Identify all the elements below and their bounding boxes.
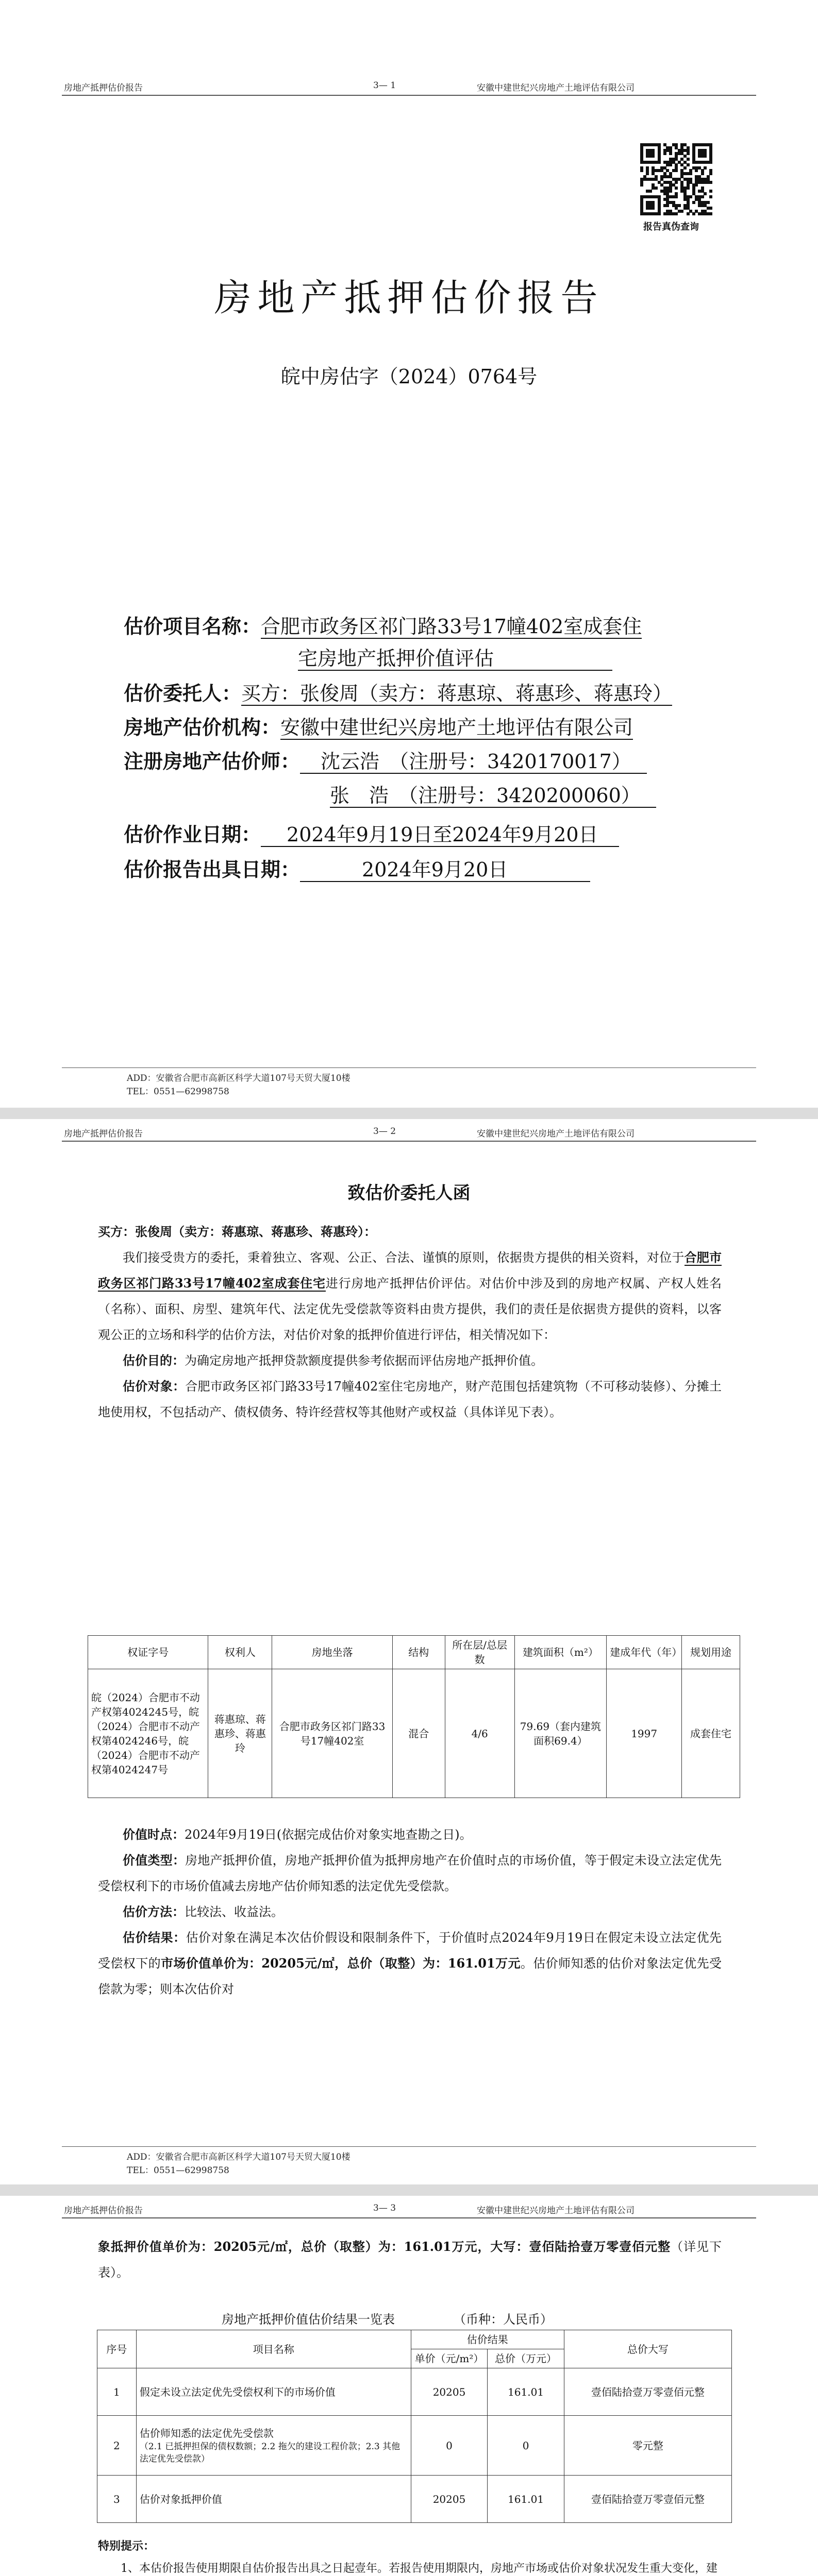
letter-body: 买方：张俊周（卖方：蒋惠琼、蒋惠珍、蒋惠玲）： 我们接受贵方的委托，秉着独立、客观、公正、合法、谨慎的原则，依据贵方提供的相关资料，对位于合肥市政务区祁门路33号17幢402室成套住宅进行房地产抵押估价评估。对估价中涉及到的房地产权属、产权人姓名（名称）、面积、房型、建筑年代、法定优先受偿款等资料由贵方提供，我们的责任是依据贵方提供的资料，以客观公正的立场和科学的估价方法，对估价对象的抵押价值进行评估，相关情况如下： 估价目的：为确定房地产抵押贷款额度提供参考依据而评估房地产抵押价值。 估价对象：合肥市政务区祁门路33号17幢402室住宅房地产，财产范围包括建筑物（不可移动装修）、分摊土地使用权，不包括动产、债权债务、特许经营权等其他财产或权益（具体详见下表）。 bbox=[98, 1224, 722, 1419]
table-row: 3 估价对象抵押价值 20205 161.01 壹佰陆拾壹万零壹佰元整 bbox=[97, 2476, 732, 2523]
page-header-right: 安徽中建世纪兴房地产土地评估有限公司 bbox=[477, 2206, 635, 2216]
report-title: 房地产抵押估价报告 bbox=[214, 276, 604, 319]
footer-rule bbox=[62, 2146, 756, 2147]
page-header-left: 房地产抵押估价报告 bbox=[64, 1129, 143, 1139]
page-separator bbox=[0, 2184, 818, 2196]
page-number: 3— 1 bbox=[373, 80, 396, 91]
cover-row-appraiser-2: 张 浩 （注册号：3420200060） bbox=[330, 781, 656, 810]
footer-address: ADD：安徽省合肥市高新区科学大道107号天贸大厦10楼 TEL：0551—62998758 bbox=[127, 2152, 350, 2176]
property-table: 权证字号 权利人 房地坐落 结构 所在层/总层数 建筑面积（m²） 建成年代（年） 规划用途 皖（2024）合肥市不动产权第4024245号，皖（2024）合肥市不动产权第4024246号，皖（2024）合肥市不动产权第4024247号 蒋惠琼、蒋惠珍、蒋惠玲 合肥市政务区祁门路33号17幢402室 混合 4/6 79.69（套内建筑面积69.4） 1997 成套住宅 bbox=[88, 1635, 740, 1798]
page-header-left: 房地产抵押估价报告 bbox=[64, 83, 143, 93]
header-rule bbox=[62, 1141, 756, 1142]
page-header-right: 安徽中建世纪兴房地产土地评估有限公司 bbox=[477, 1129, 635, 1139]
report-number: 皖中房估字（2024）0764号 bbox=[280, 365, 538, 388]
page-number: 3— 2 bbox=[373, 1126, 396, 1137]
table-row: 皖（2024）合肥市不动产权第4024245号，皖（2024）合肥市不动产权第4024246号，皖（2024）合肥市不动产权第4024247号 蒋惠琼、蒋惠珍、蒋惠玲 合肥市政务区祁门路33号17幢402室 混合 4/6 79.69（套内建筑面积69.4） 1997 成套住宅 bbox=[88, 1669, 740, 1798]
qr-caption: 报告真伪查询 bbox=[643, 222, 699, 232]
cover-row-agency: 房地产估价机构：安徽中建世纪兴房地产土地评估有限公司 bbox=[124, 716, 633, 739]
cover-row-client: 估价委托人：买方：张俊周（卖方：蒋惠琼、蒋惠珍、蒋惠玲） bbox=[124, 682, 673, 705]
page-header-right: 安徽中建世纪兴房地产土地评估有限公司 bbox=[477, 83, 635, 93]
page-number: 3— 3 bbox=[373, 2203, 396, 2213]
cover-row-work-date: 估价作业日期： 2024年9月19日至2024年9月20日 bbox=[124, 820, 619, 849]
table-row: 1 假定未设立法定优先受偿权利下的市场价值 20205 161.01 壹佰陆拾壹万零壹佰元整 bbox=[97, 2368, 732, 2416]
page-header-left: 房地产抵押估价报告 bbox=[64, 2206, 143, 2216]
summary-caption: 房地产抵押价值估价结果一览表 bbox=[222, 2312, 395, 2327]
footer-address: ADD：安徽省合肥市高新区科学大道107号天贸大厦10楼 TEL：0551—62998758 bbox=[127, 1073, 350, 1097]
table-row: 2 估价师知悉的法定优先受偿款 （2.1 已抵押担保的债权数额；2.2 拖欠的建设工程价款；2.3 其他法定优先受偿款） 0 0 零元整 bbox=[97, 2416, 732, 2476]
letter-title: 致估价委托人函 bbox=[347, 1183, 471, 1204]
result-continued: 象抵押价值单价为：20205元/㎡，总价（取整）为：161.01万元，大写：壹佰陆拾壹万零壹佰元整（详见下表）。 bbox=[98, 2239, 722, 2280]
cover-row-project: 估价项目名称：合肥市政务区祁门路33号17幢402室成套住 bbox=[124, 615, 642, 638]
letter-body-2: 价值时点：2024年9月19日(依据完成估价对象实地查勘之日)。 价值类型：房地产抵押价值，房地产抵押价值为抵押房地产在价值时点的市场价值，等于假定未设立法定优先受偿权利下的市场价值减去房地产估价师知悉的法定优先受偿款。 估价方法：比较法、收益法。 估价结果：估价对象在满足本次估价假设和限制条件下，于价值时点2024年9月19日在假定未设立法定优先受偿权下的市场价值单价为：20205元/㎡，总价（取整）为：161.01万元。估价师知悉的估价对象法定优先受偿款为零；则本次估价对 bbox=[98, 1827, 722, 1996]
special-notes: 特别提示： 1、本估价报告使用期限自估价报告出具之日起壹年。若报告使用期限内，房地产市场或估价对象状况发生重大变化，建 bbox=[98, 2539, 718, 2575]
cover-row-project-cont: 宅房地产抵押价值评估 bbox=[298, 644, 612, 673]
cover-row-appraiser: 注册房地产估价师： 沈云浩 （注册号：3420170017） bbox=[124, 747, 647, 776]
footer-rule bbox=[62, 1067, 756, 1068]
summary-currency: （币种：人民币） bbox=[454, 2312, 553, 2327]
header-rule bbox=[62, 2217, 756, 2218]
cover-row-issue-date: 估价报告出具日期： 2024年9月20日 bbox=[124, 855, 590, 884]
qr-code-icon[interactable] bbox=[640, 143, 712, 215]
summary-table: 序号 项目名称 估价结果 总价大写 单价（元/m²） 总价（万元） 1 假定未设立法定优先受偿权利下的市场价值 20205 161.01 壹佰陆拾壹万零壹佰元整 2 估价师知悉的法定优先受偿款 （2.1 已抵押担保的债权数额；2.2 拖欠的建设工程价款；2.3 其他法定优先受偿款） 0 0 零元整 3 估价对象抵押价值 20205 161.01 壹佰陆拾壹万零壹佰元整 bbox=[97, 2330, 732, 2523]
page-separator bbox=[0, 1108, 818, 1119]
header-rule bbox=[62, 95, 756, 96]
